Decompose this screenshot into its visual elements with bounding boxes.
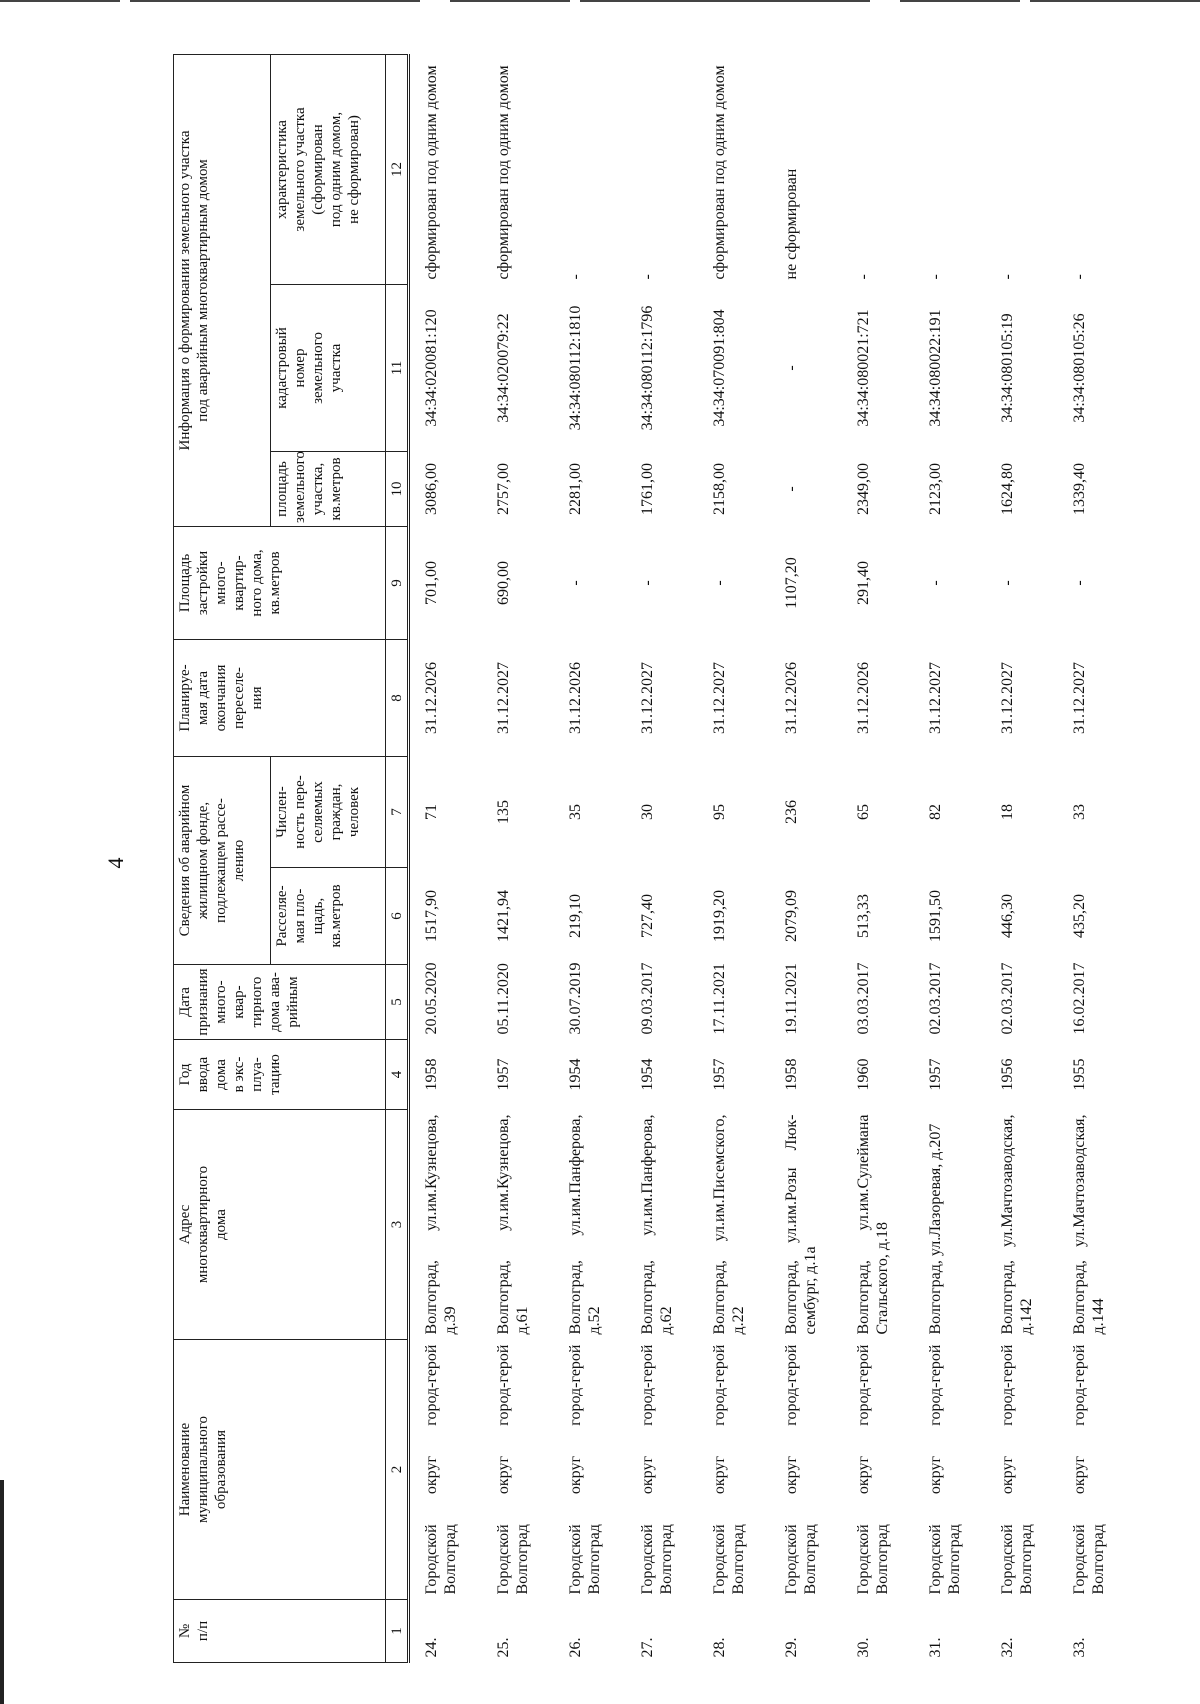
year-built-cell: 1954	[567, 1058, 584, 1091]
header-building-area: Площадь застройки много- квартир- ного дома, кв.метров	[174, 526, 386, 639]
emergency-date-cell: 20.05.2020	[423, 962, 440, 1035]
column-number: 4	[386, 1040, 409, 1110]
header-planned-end-date: Планируе- мая дата окончания переселе- ния	[174, 639, 386, 756]
resettled-area-cell: 1919,20	[711, 890, 728, 942]
table-body	[409, 54, 1139, 1662]
cadastral-number-cell: 34:34:070091:804	[711, 309, 728, 427]
resettled-area-cell: 1421,94	[495, 890, 512, 942]
land-characteristic-cell: сформирован под одним домом	[423, 65, 440, 280]
address-cell: Волгоград, ул.Мачтозаводская, д.144	[1071, 1114, 1107, 1335]
address-cell: Волгоград, ул.им.Сулеймана Стальского, д.18	[855, 1114, 891, 1335]
row-number: 32.	[999, 1637, 1016, 1658]
planned-end-date-cell: 31.12.2026	[423, 661, 440, 734]
resettled-people-cell: 35	[567, 804, 584, 820]
table-row	[634, 54, 706, 1662]
municipality-cell: Городской округ город-герой Волгоград	[999, 1344, 1035, 1595]
address-cell: Волгоград, ул.им.Панферова, д.52	[567, 1114, 603, 1335]
table-row	[490, 54, 562, 1662]
municipality-cell: Городской округ город-герой Волгоград	[423, 1344, 459, 1595]
planned-end-date-cell: 31.12.2027	[999, 661, 1016, 734]
cadastral-number-cell: 34:34:080022:191	[927, 309, 944, 427]
address-cell: Волгоград, ул.им.Кузнецова, д.39	[423, 1114, 459, 1335]
building-area-cell: -	[999, 580, 1016, 586]
table-row	[850, 54, 922, 1662]
emergency-date-cell: 02.03.2017	[927, 962, 944, 1035]
emergency-date-cell: 02.03.2017	[999, 962, 1016, 1035]
year-built-cell: 1957	[711, 1058, 728, 1091]
address-cell: Волгоград, ул.им.Писемского, д.22	[711, 1114, 747, 1335]
building-area-cell: -	[639, 580, 656, 586]
resettled-area-cell: 727,40	[639, 894, 656, 938]
building-area-cell: -	[711, 580, 728, 586]
column-number: 11	[386, 284, 409, 451]
cadastral-number-cell: 34:34:080105:19	[999, 313, 1016, 423]
header-municipality: Наименование муниципального образования	[174, 1340, 386, 1600]
building-area-cell: -	[567, 580, 584, 586]
column-number: 5	[386, 965, 409, 1040]
emergency-date-cell: 03.03.2017	[855, 962, 872, 1035]
page-number: 4	[103, 857, 128, 869]
land-area-cell: 1761,00	[639, 462, 656, 515]
row-number: 25.	[495, 1637, 512, 1658]
row-number: 30.	[855, 1637, 872, 1658]
column-number: 2	[386, 1340, 409, 1600]
land-characteristic-cell: сформирован под одним домом	[495, 65, 512, 280]
resettled-area-cell: 219,10	[567, 894, 584, 938]
column-number: 9	[386, 526, 409, 639]
table-row	[562, 54, 634, 1662]
land-characteristic-cell: не сформирован	[783, 168, 800, 280]
municipality-cell: Городской округ город-герой Волгоград	[1071, 1344, 1107, 1595]
emergency-date-cell: 05.11.2020	[495, 963, 512, 1035]
header-land-area: площадь земельного участка, кв.метров	[271, 451, 386, 526]
header-resettled-area: Расселяе- мая пло- щадь, кв.метров	[271, 868, 386, 965]
building-area-cell: -	[1071, 580, 1088, 586]
table-row	[409, 54, 491, 1662]
cadastral-number-cell: 34:34:080112:1810	[567, 305, 584, 431]
land-characteristic-cell: -	[999, 274, 1016, 280]
cadastral-number-cell: -	[783, 365, 800, 371]
land-characteristic-cell: -	[1071, 274, 1088, 280]
emergency-date-cell: 19.11.2021	[783, 963, 800, 1035]
table-row	[1066, 54, 1138, 1662]
header-year-built: Год ввода дома в экс- плуа- тацию	[174, 1040, 386, 1110]
emergency-date-cell: 30.07.2019	[567, 962, 584, 1035]
table-row	[922, 54, 994, 1662]
land-characteristic-cell: -	[927, 274, 944, 280]
address-cell: Волгоград, ул.им.Панферова, д.62	[639, 1114, 675, 1335]
planned-end-date-cell: 31.12.2027	[495, 661, 512, 734]
address-cell: Волгоград, ул.Лазоревая, д.207	[927, 1123, 944, 1335]
table-row	[994, 54, 1066, 1662]
building-area-cell: 701,00	[423, 560, 440, 605]
header-address: Адрес многоквартирного дома	[174, 1110, 386, 1340]
land-area-cell: 2123,00	[927, 462, 944, 515]
land-area-cell: 1624,80	[999, 462, 1016, 515]
resettled-people-cell: 236	[783, 800, 800, 824]
planned-end-date-cell: 31.12.2026	[567, 661, 584, 734]
year-built-cell: 1955	[1071, 1058, 1088, 1091]
address-cell: Волгоград, ул.Мачтозаводская, д.142	[999, 1114, 1035, 1335]
cadastral-number-cell: 34:34:020079:22	[495, 313, 512, 423]
rotated-page	[103, 55, 1133, 1663]
land-area-cell: 3086,00	[423, 462, 440, 515]
emergency-date-cell: 16.02.2017	[1071, 962, 1088, 1035]
header-emergency-date: Дата признания много- квар- тирного дома ава- рийным	[174, 965, 386, 1040]
planned-end-date-cell: 31.12.2026	[783, 661, 800, 734]
land-area-cell: -	[783, 486, 800, 492]
municipality-cell: Городской округ город-герой Волгоград	[711, 1344, 747, 1595]
municipality-cell: Городской округ город-герой Волгоград	[495, 1344, 531, 1595]
row-number: 31.	[927, 1637, 944, 1658]
header-number: № п/п	[174, 1600, 386, 1663]
municipality-cell: Городской округ город-герой Волгоград	[783, 1344, 819, 1595]
year-built-cell: 1960	[855, 1058, 872, 1091]
row-number: 26.	[567, 1637, 584, 1658]
resettled-area-cell: 446,30	[999, 894, 1016, 938]
resettled-people-cell: 135	[495, 800, 512, 824]
resettled-area-cell: 513,33	[855, 894, 872, 938]
planned-end-date-cell: 31.12.2027	[927, 661, 944, 734]
building-area-cell: 291,40	[855, 560, 872, 605]
cadastral-number-cell: 34:34:020081:120	[423, 309, 440, 427]
land-characteristic-cell: -	[639, 274, 656, 280]
building-area-cell: 1107,20	[783, 557, 800, 609]
year-built-cell: 1956	[999, 1058, 1016, 1091]
land-area-cell: 2281,00	[567, 462, 584, 515]
planned-end-date-cell: 31.12.2027	[1071, 661, 1088, 734]
resettled-people-cell: 95	[711, 804, 728, 820]
table-row	[778, 54, 850, 1662]
building-area-cell: -	[927, 580, 944, 586]
resettled-people-cell: 30	[639, 804, 656, 820]
row-number: 29.	[783, 1637, 800, 1658]
year-built-cell: 1957	[495, 1058, 512, 1091]
column-number: 12	[386, 54, 409, 284]
municipality-cell: Городской округ город-герой Волгоград	[639, 1344, 675, 1595]
column-number: 3	[386, 1110, 409, 1340]
cadastral-number-cell: 34:34:080105:26	[1071, 313, 1088, 423]
land-area-cell: 1339,40	[1071, 462, 1088, 515]
municipality-cell: Городской округ город-герой Волгоград	[567, 1344, 603, 1595]
column-number: 6	[386, 868, 409, 965]
resettled-people-cell: 33	[1071, 804, 1088, 820]
table-row	[706, 54, 778, 1662]
row-number: 24.	[423, 1637, 440, 1658]
year-built-cell: 1954	[639, 1058, 656, 1091]
land-area-cell: 2349,00	[855, 462, 872, 515]
row-number: 33.	[1071, 1637, 1088, 1658]
land-characteristic-cell: -	[567, 274, 584, 280]
header-land-characteristic: характеристика земельного участка (сформирован под одним домом, не сформирован)	[271, 54, 386, 284]
resettled-people-cell: 65	[855, 804, 872, 820]
emergency-date-cell: 17.11.2021	[711, 963, 728, 1035]
column-number: 8	[386, 639, 409, 756]
municipality-cell: Городской округ город-герой Волгоград	[927, 1344, 963, 1595]
building-area-cell: 690,00	[495, 560, 512, 605]
cadastral-number-cell: 34:34:080112:1796	[639, 305, 656, 431]
resettled-people-cell: 18	[999, 804, 1016, 820]
row-number: 27.	[639, 1637, 656, 1658]
land-characteristic-cell: -	[855, 274, 872, 280]
header-resettled-people: Числен- ность пере- селяемых граждан, человек	[271, 756, 386, 867]
header-cadastral-number: кадастровый номер земельного участка	[271, 284, 386, 451]
address-cell: Волгоград, ул.им.Кузнецова, д.61	[495, 1114, 531, 1335]
resettlement-table	[173, 54, 1138, 1663]
emergency-date-cell: 09.03.2017	[639, 962, 656, 1035]
municipality-cell: Городской округ город-герой Волгоград	[855, 1344, 891, 1595]
scan-border-line	[0, 0, 1200, 2]
column-number-row	[386, 54, 409, 1662]
column-number: 7	[386, 756, 409, 867]
column-number: 1	[386, 1600, 409, 1663]
row-number: 28.	[711, 1637, 728, 1658]
resettled-people-cell: 71	[423, 804, 440, 820]
resettled-area-cell: 1591,50	[927, 890, 944, 942]
table-header	[174, 54, 409, 1662]
cadastral-number-cell: 34:34:080021:721	[855, 309, 872, 427]
header-group-land-plot: Информация о формировании земельного участка под аварийным многоквартирным домом	[174, 54, 271, 526]
planned-end-date-cell: 31.12.2027	[711, 661, 728, 734]
year-built-cell: 1958	[783, 1058, 800, 1091]
year-built-cell: 1957	[927, 1058, 944, 1091]
address-cell: Волгоград, ул.им.Розы Люксембург, д.1а	[783, 1114, 819, 1335]
resettled-people-cell: 82	[927, 804, 944, 820]
scan-edge-mark	[0, 1480, 4, 1704]
planned-end-date-cell: 31.12.2027	[639, 661, 656, 734]
resettled-area-cell: 2079,09	[783, 890, 800, 942]
resettled-area-cell: 435,20	[1071, 894, 1088, 938]
resettled-area-cell: 1517,90	[423, 890, 440, 942]
column-number: 10	[386, 451, 409, 526]
land-characteristic-cell: сформирован под одним домом	[711, 65, 728, 280]
land-area-cell: 2757,00	[495, 462, 512, 515]
year-built-cell: 1958	[423, 1058, 440, 1091]
header-group-resettlement: Сведения об аварийном жилищном фонде, подлежащем рассе- лению	[174, 756, 271, 964]
planned-end-date-cell: 31.12.2026	[855, 661, 872, 734]
land-area-cell: 2158,00	[711, 462, 728, 515]
